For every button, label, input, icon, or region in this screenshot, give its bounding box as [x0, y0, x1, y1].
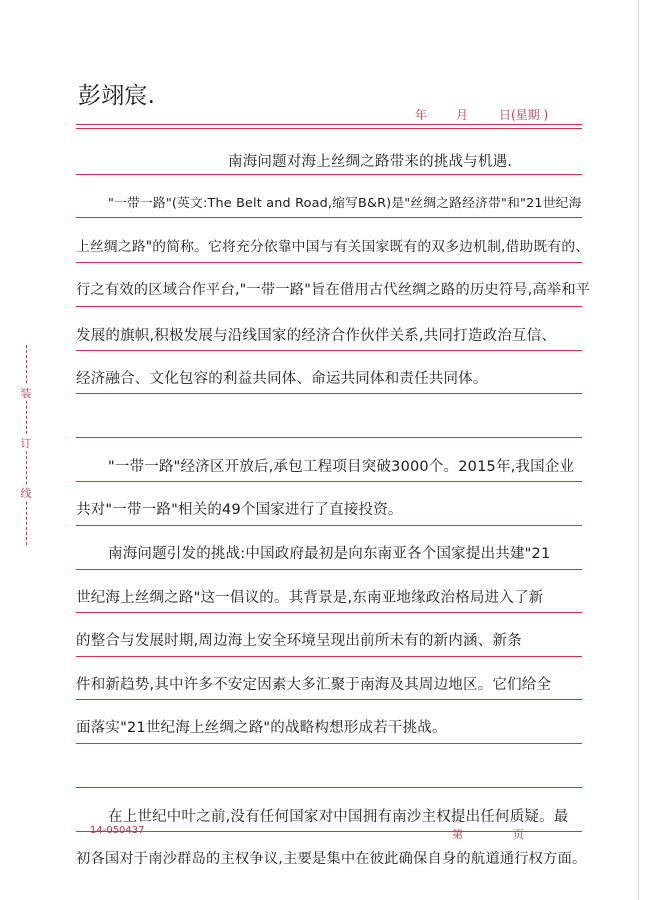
page-number-prefix: 第 [452, 828, 463, 841]
essay-line: "一带一路"(英文:The Belt and Road,缩写B&R)是"丝绸之路经济带"和"21世纪海 [108, 196, 582, 211]
header-rule-top [76, 124, 582, 125]
ruled-line [76, 656, 582, 657]
binding-mark-xian: 线 [14, 485, 38, 501]
binding-mark-ding: 订 [14, 435, 38, 451]
ruled-line [76, 743, 582, 744]
essay-line: 经济融合、文化包容的利益共同体、命运共同体和责任共同体。 [76, 371, 488, 387]
ruled-line [76, 831, 582, 832]
ruled-line [76, 787, 582, 788]
paper-code: 14-050437 [90, 825, 145, 836]
date-day-label: 日(星期 ) [499, 108, 549, 122]
ruled-line [76, 569, 582, 570]
essay-line: 的整合与发展时期,周边海上安全环境呈现出前所未有的新内涵、新条 [76, 633, 522, 649]
ruled-line [76, 481, 582, 482]
essay-line: 南海问题引发的挑战:中国政府最初是向东南亚各个国家提出共建"21 [108, 546, 551, 562]
essay-line: 共对"一带一路"相关的49个国家进行了直接投资。 [76, 502, 403, 518]
essay-line: 初各国对于南沙群岛的主权争议,主要是集中在彼此确保自身的航道通行权方面。 [76, 851, 587, 867]
essay-title: 南海问题对海上丝绸之路带来的挑战与机遇. [228, 154, 513, 170]
ruled-line [76, 262, 582, 263]
header-rule-bottom [76, 128, 582, 129]
page-number-suffix: 页 [513, 828, 524, 841]
ruled-line [76, 350, 582, 351]
ruled-line [76, 217, 582, 218]
date-year-label: 年 [415, 108, 428, 122]
essay-line: 世纪海上丝绸之路"这一倡议的。其背景是,东南亚地缘政治格局进入了新 [76, 590, 544, 606]
date-month-label: 月 [456, 108, 469, 122]
essay-line: "一带一路"经济区开放后,承包工程项目突破3000个。2015年,我国企业 [108, 459, 575, 475]
ruled-line [76, 437, 582, 438]
page-edge [638, 0, 639, 900]
essay-line: 在上世纪中叶之前,没有任何国家对中国拥有南沙主权提出任何质疑。最 [108, 809, 569, 825]
binding-mark-zhuang: 装 [14, 385, 38, 401]
ruled-line [76, 699, 582, 700]
ruled-line [76, 393, 582, 394]
essay-line: 面落实"21世纪海上丝绸之路"的战略构想形成若干挑战。 [76, 720, 447, 736]
essay-line: 件和新趋势,其中许多不安定因素大多汇聚于南海及其周边地区。它们给全 [76, 677, 552, 693]
essay-line: 行之有效的区域合作平台,"一带一路"旨在借用古代丝绸之路的历史符号,高举和平 [76, 282, 591, 298]
ruled-line [76, 306, 582, 307]
essay-line: 上丝绸之路"的简称。它将充分依靠中国与有关国家既有的双多边机制,借助既有的、 [76, 239, 590, 255]
essay-line: 发展的旗帜,积极发展与沿线国家的经济合作伙伴关系,共同打造政治互信、 [76, 328, 557, 344]
ruled-line [76, 612, 582, 613]
author-name: 彭翊宸. [78, 83, 156, 109]
ruled-line [76, 525, 582, 526]
ruled-line [76, 174, 582, 175]
